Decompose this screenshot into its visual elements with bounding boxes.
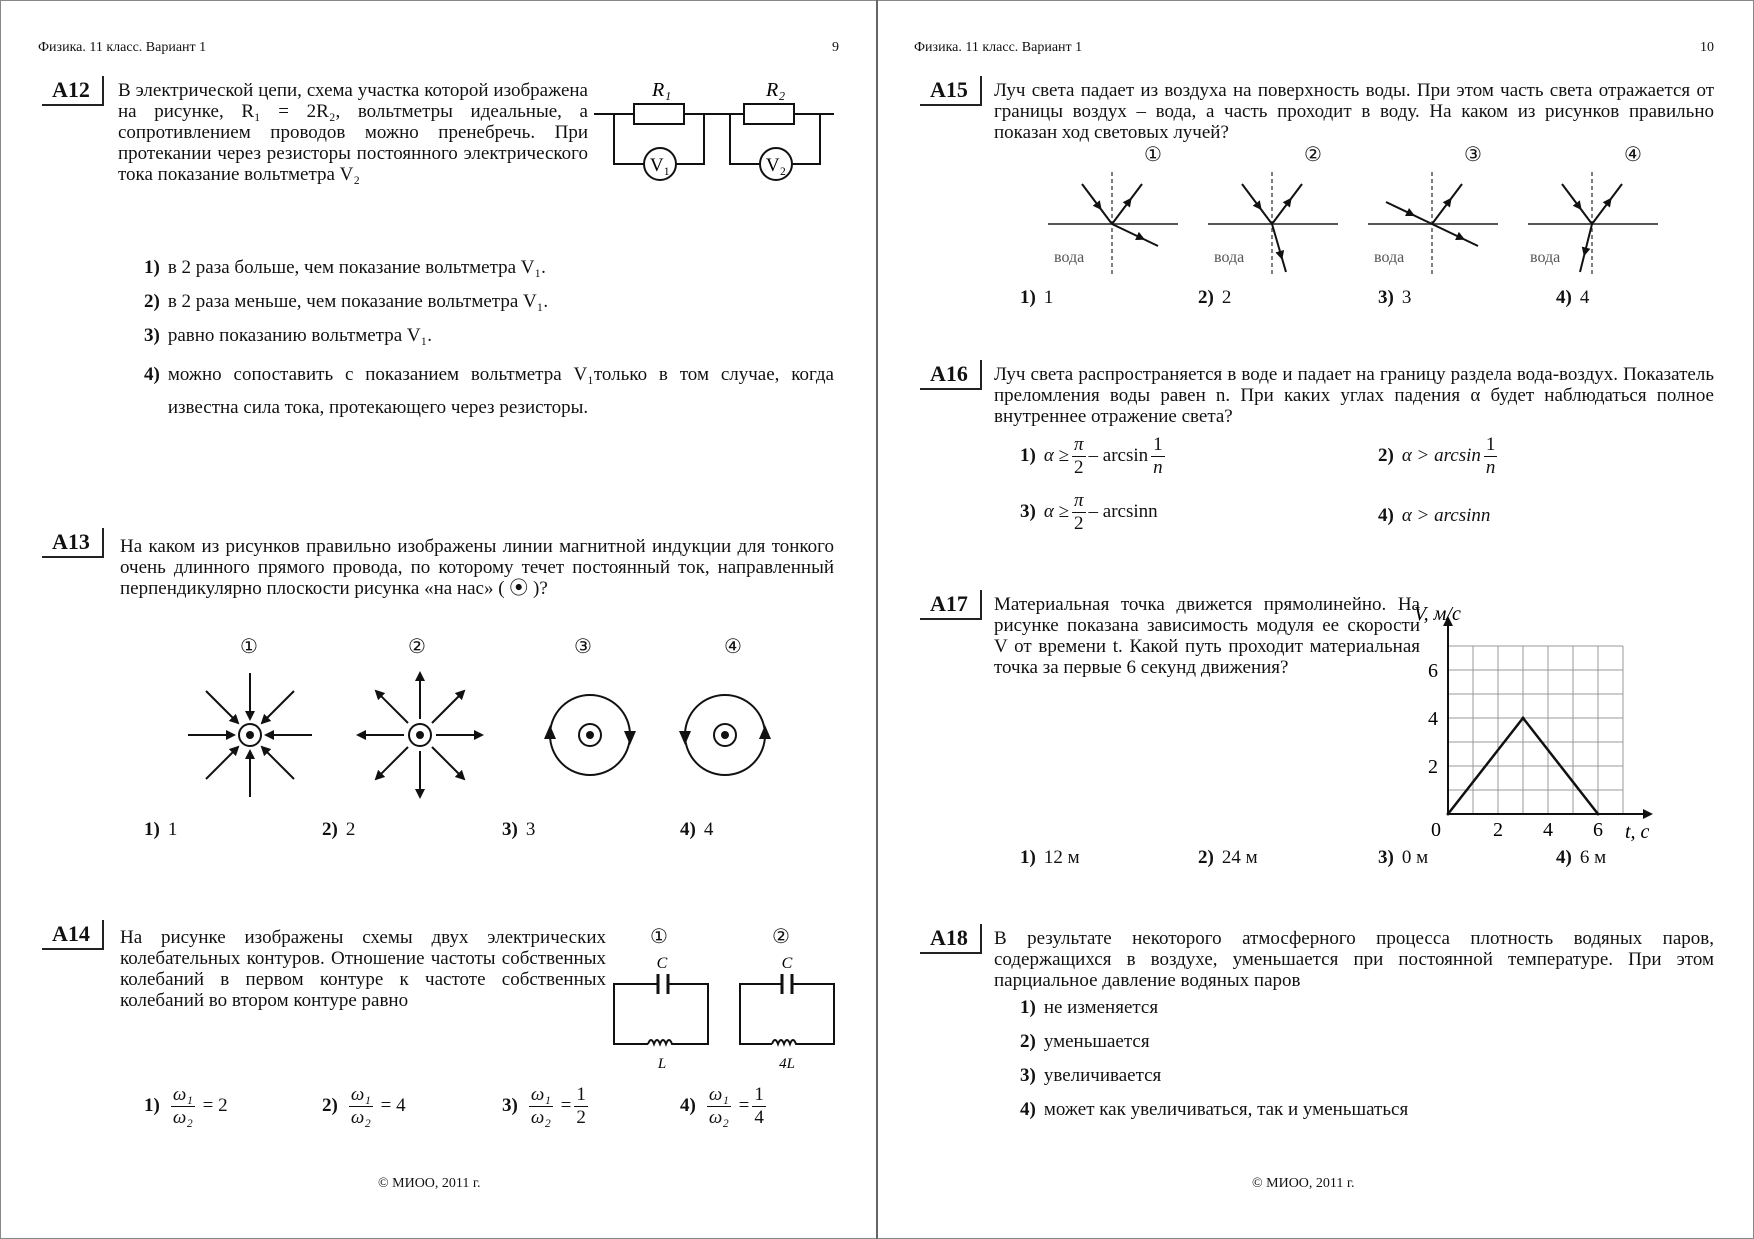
water-label-4: вода xyxy=(1530,249,1561,266)
question-label-a15: A15 xyxy=(920,76,982,106)
x-tick-label: 2 xyxy=(1493,819,1503,841)
light-rays-figures xyxy=(1048,168,1688,278)
a16-option-4[interactable]: 4) α > arcsinn xyxy=(1378,505,1491,526)
a14-option-1[interactable]: 1) $\frac{\text{ω₁}}{\text{ω₂}}$ = 2 xyxy=(144,1084,228,1128)
chart-grid xyxy=(1448,646,1623,814)
a12-option-3[interactable]: 3) равно показанию вольтметра V₁. xyxy=(144,325,433,346)
a14-option-2[interactable]: 2) $\frac{\text{ω₁}}{\text{ω₂}}$ = 4 xyxy=(322,1084,406,1128)
y-tick-label: 2 xyxy=(1428,756,1438,778)
a14-figure-num-2: ② xyxy=(772,926,790,948)
question-text-a14: На рисунке изображены схемы двух электрических колебательных контуров. Отношение частоты собственных колебаний в первом контуре к частоте собственных колебаний во втором контуре равно xyxy=(120,927,606,1011)
field-figure-1 xyxy=(188,673,312,797)
v2-label: V₂ xyxy=(765,155,787,176)
x-axis-arrow xyxy=(1643,809,1653,819)
r2-label: R₂ xyxy=(766,79,786,101)
ray-figure-4 xyxy=(1528,172,1658,276)
a17-option-3[interactable]: 3) 0 м xyxy=(1378,847,1429,868)
field-figure-3 xyxy=(544,695,636,775)
left-footer: © МИОО, 2011 г. xyxy=(378,1176,481,1191)
data-point xyxy=(1522,717,1525,720)
a13-figure-num-1: ① xyxy=(240,636,258,658)
y-axis-label: V, м/с xyxy=(1414,603,1461,625)
data-point xyxy=(1447,813,1450,816)
question-text-a13: На каком из рисунков правильно изображены линии магнитной индукции для тонкого очень длинного прямого провода, по которому течет постоянный ток, направленный перпендикулярно плоскости рисунка «на нас» ( ⦿ )? xyxy=(120,536,834,599)
ray-figure-2 xyxy=(1208,172,1338,276)
question-text-a12: В электрической цепи, схема участка которой изображена на рисунке, R₁ = 2R₂, вольтметры идеальные, а сопротивлением проводов можно пренебречь. При протекании через резисторы постоянного электрического тока показание вольтметра V₂ xyxy=(118,80,588,185)
y-tick-label: 4 xyxy=(1428,708,1438,730)
a17-option-4[interactable]: 4) 6 м xyxy=(1556,847,1607,868)
water-label-1: вода xyxy=(1054,249,1085,266)
y-tick-label: 6 xyxy=(1428,660,1438,682)
a17-option-1[interactable]: 1) 12 м xyxy=(1020,847,1080,868)
x-tick-label: 0 xyxy=(1431,819,1441,841)
a15-figure-num-3: ③ xyxy=(1464,144,1482,166)
question-label-a14: A14 xyxy=(42,920,104,950)
a14-option-3[interactable]: 3) $\frac{\text{ω₁}}{\text{ω₂}}$ = $\frac{1}{2}$ xyxy=(502,1084,586,1128)
x-tick-label: 4 xyxy=(1543,819,1553,841)
inductor-2-label: 4L xyxy=(779,1056,795,1072)
x-tick-label: 6 xyxy=(1593,819,1603,841)
inductor-1-label: L xyxy=(657,1056,667,1072)
capacitor-2-label: C xyxy=(781,955,793,972)
question-text-a17: Материальная точка движется прямолинейно. На рисунке показана зависимость модуля ее скорости V от времени t. Какой путь проходит материальная точка за первые 6 секунд движения? xyxy=(994,594,1420,678)
left-header: Физика. 11 класс. Вариант 1 xyxy=(38,40,207,55)
right-header: Физика. 11 класс. Вариант 1 xyxy=(914,40,1083,55)
a18-option-2[interactable]: 2) уменьшается xyxy=(1020,1031,1150,1052)
r1-label: R₁ xyxy=(652,79,672,101)
a17-option-2[interactable]: 2) 24 м xyxy=(1198,847,1258,868)
capacitor-1-label: C xyxy=(656,955,668,972)
a12-option-2[interactable]: 2) в 2 раза меньше, чем показание вольтметра V₁. xyxy=(144,291,549,312)
magnetic-field-figures xyxy=(180,665,840,805)
question-label-a16: A16 xyxy=(920,360,982,390)
a16-option-3[interactable]: 3) α ≥ $\frac{\pi}{2}$ – arcsinn xyxy=(1020,490,1158,534)
a14-option-4[interactable]: 4) $\frac{\text{ω₁}}{\text{ω₂}}$ = $\frac{1}{4}$ xyxy=(680,1084,764,1128)
a13-option-1[interactable]: 1) 1 xyxy=(144,819,178,840)
data-point xyxy=(1597,813,1600,816)
question-label-a18: A18 xyxy=(920,924,982,954)
a12-option-1[interactable]: 1) в 2 раза больше, чем показание вольтметра V₁. xyxy=(144,257,546,278)
a12-option-4[interactable]: 4) можно сопоставить с показанием вольтметра V₁только в том случае, когда известна сила тока, протекающего через резисторы. xyxy=(144,364,834,418)
a15-option-3[interactable]: 3) 3 xyxy=(1378,287,1412,308)
question-label-a12: A12 xyxy=(42,76,104,106)
a13-figure-num-3: ③ xyxy=(574,636,592,658)
left-page xyxy=(0,0,876,1239)
right-page xyxy=(878,0,1754,1239)
question-text-a18: В результате некоторого атмосферного процесса плотность водяных паров, содержащихся в воздухе, уменьшается при постоянной температуре. При этом парциальное давление водяных паров xyxy=(994,928,1714,991)
question-label-a17: A17 xyxy=(920,590,982,620)
field-figure-4 xyxy=(679,695,771,775)
right-footer: © МИОО, 2011 г. xyxy=(1252,1176,1355,1191)
a16-option-1[interactable]: 1) α ≥ $\frac{\pi}{2}$ – arcsin $\frac{1}{n}$ xyxy=(1020,434,1163,478)
a15-option-2[interactable]: 2) 2 xyxy=(1198,287,1232,308)
a18-option-3[interactable]: 3) увеличивается xyxy=(1020,1065,1162,1086)
question-text-a16: Луч света распространяется в воде и падает на границу раздела вода-воздух. Показатель преломления воды равен n. При каких углах падения α будет наблюдаться полное внутреннее отражение света? xyxy=(994,364,1714,427)
a13-option-3[interactable]: 3) 3 xyxy=(502,819,536,840)
a15-figure-num-2: ② xyxy=(1304,144,1322,166)
ray-figure-3 xyxy=(1368,172,1498,276)
lc-circuits-figure xyxy=(612,950,842,1070)
v1-label: V₁ xyxy=(649,155,671,176)
a15-option-4[interactable]: 4) 4 xyxy=(1556,287,1590,308)
left-page-number: 9 xyxy=(832,40,839,55)
a13-figure-num-2: ② xyxy=(408,636,426,658)
water-label-2: вода xyxy=(1214,249,1245,266)
a18-option-1[interactable]: 1) не изменяется xyxy=(1020,997,1159,1018)
right-page-number: 10 xyxy=(1700,40,1714,55)
question-label-a13: A13 xyxy=(42,528,104,558)
x-axis-label: t, с xyxy=(1625,821,1650,843)
velocity-time-chart xyxy=(1414,603,1650,843)
a13-figure-num-4: ④ xyxy=(724,636,742,658)
question-text-a15: Луч света падает из воздуха на поверхность воды. При этом часть света отражается от границы воздух – вода, а часть проходит в воду. На каком из рисунков правильно показан ход световых лучей? xyxy=(994,80,1714,143)
a15-figure-num-4: ④ xyxy=(1624,144,1642,166)
circuit-figure-a12 xyxy=(594,72,834,182)
a15-figure-num-1: ① xyxy=(1144,144,1162,166)
ray-figure-1 xyxy=(1048,172,1178,276)
a14-figure-num-1: ① xyxy=(650,926,668,948)
a18-option-4[interactable]: 4) может как увеличиваться, так и уменьшаться xyxy=(1020,1099,1409,1120)
a15-option-1[interactable]: 1) 1 xyxy=(1020,287,1054,308)
a16-option-2[interactable]: 2) α > arcsin $\frac{1}{n}$ xyxy=(1378,434,1496,478)
field-figure-2 xyxy=(358,673,482,797)
water-label-3: вода xyxy=(1374,249,1405,266)
a13-option-4[interactable]: 4) 4 xyxy=(680,819,714,840)
a13-option-2[interactable]: 2) 2 xyxy=(322,819,356,840)
